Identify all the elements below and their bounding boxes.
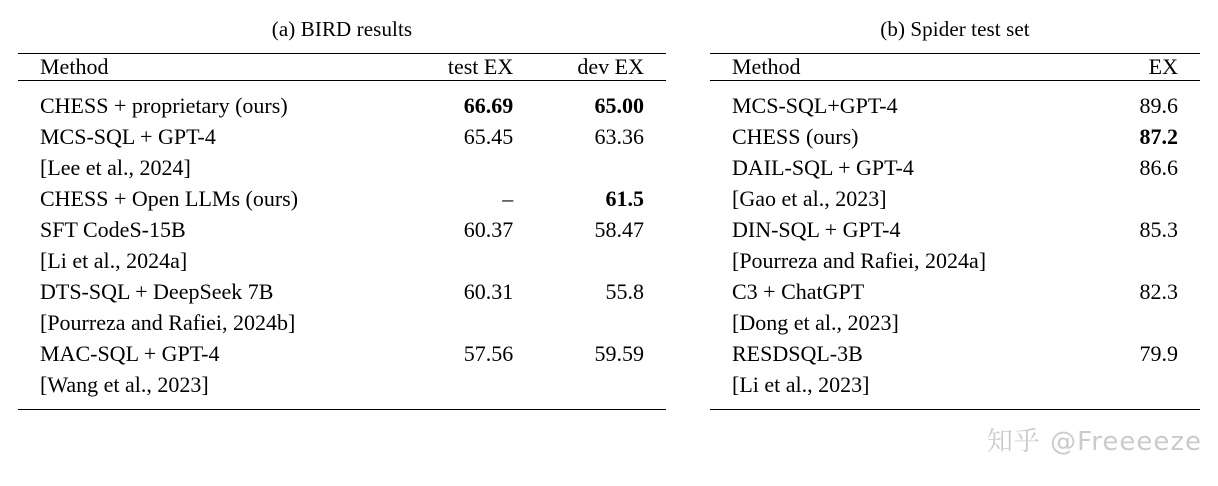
cell-test-ex: 60.37 — [463, 217, 514, 242]
table-row-citation — [18, 152, 666, 183]
column-header-method: Method — [732, 54, 801, 79]
table-row — [18, 121, 666, 152]
table-row — [18, 183, 666, 214]
table-row-citation — [710, 183, 1200, 214]
table-bird-results — [18, 0, 666, 410]
cell-method: MCS-SQL+GPT-4 — [732, 93, 898, 118]
cell-ex: 79.9 — [1139, 341, 1178, 366]
cell-method: [Pourreza and Rafiei, 2024b] — [40, 310, 296, 335]
cell-dev-ex — [533, 152, 666, 183]
cell-method: RESDSQL-3B — [732, 341, 863, 366]
cell-dev-ex: 61.5 — [605, 186, 644, 211]
footer-spacer — [710, 400, 1200, 410]
cell-ex: 85.3 — [1139, 217, 1178, 242]
column-header-method: Method — [40, 54, 109, 79]
table-row — [710, 121, 1200, 152]
table-caption-spider: (b) Spider test set — [880, 17, 1030, 41]
column-header-test-ex: test EX — [447, 54, 514, 79]
cell-dev-ex: 58.47 — [594, 217, 644, 242]
table-row — [18, 276, 666, 307]
cell-ex — [1078, 307, 1200, 338]
table-caption-bird: (a) BIRD results — [271, 17, 413, 41]
cell-test-ex — [403, 307, 534, 338]
table-header-row — [18, 54, 666, 81]
footer-spacer — [18, 400, 666, 410]
column-header-dev-ex: dev EX — [577, 54, 644, 79]
table-row-citation — [710, 369, 1200, 400]
header-spacer — [710, 81, 1200, 90]
cell-ex: 89.6 — [1139, 93, 1178, 118]
table-row — [710, 152, 1200, 183]
table-row — [18, 90, 666, 121]
table-row — [710, 90, 1200, 121]
cell-dev-ex — [533, 307, 666, 338]
cell-test-ex — [403, 369, 534, 400]
table-row — [18, 338, 666, 369]
cell-method: [Li et al., 2024a] — [40, 248, 188, 273]
header-spacer — [18, 81, 666, 90]
spider-results-table — [710, 53, 1200, 410]
cell-ex — [1078, 245, 1200, 276]
table-row-citation — [710, 307, 1200, 338]
cell-method: MCS-SQL + GPT-4 — [40, 124, 216, 149]
cell-method: SFT CodeS-15B — [40, 217, 186, 242]
cell-method: DTS-SQL + DeepSeek 7B — [40, 279, 274, 304]
cell-dev-ex: 65.00 — [594, 93, 644, 118]
cell-ex: 87.2 — [1139, 124, 1178, 149]
cell-test-ex: 66.69 — [463, 93, 514, 118]
cell-dev-ex: 63.36 — [594, 124, 644, 149]
cell-dev-ex — [533, 369, 666, 400]
cell-dev-ex: 55.8 — [605, 279, 644, 304]
cell-test-ex: 65.45 — [463, 124, 514, 149]
cell-test-ex: – — [502, 186, 514, 211]
bird-results-table — [18, 53, 666, 410]
cell-method: [Dong et al., 2023] — [732, 310, 899, 335]
table-row-citation — [18, 369, 666, 400]
cell-method: [Wang et al., 2023] — [40, 372, 209, 397]
cell-method: [Li et al., 2023] — [732, 372, 870, 397]
cell-method: [Pourreza and Rafiei, 2024a] — [732, 248, 987, 273]
cell-method: CHESS (ours) — [732, 124, 859, 149]
cell-ex: 82.3 — [1139, 279, 1178, 304]
cell-test-ex: 57.56 — [463, 341, 514, 366]
table-row — [18, 214, 666, 245]
table-row — [710, 214, 1200, 245]
cell-test-ex: 60.31 — [463, 279, 514, 304]
column-header-ex: EX — [1148, 54, 1178, 79]
table-row — [710, 338, 1200, 369]
cell-method: [Gao et al., 2023] — [732, 186, 887, 211]
rule-bottom — [18, 410, 666, 411]
cell-ex — [1078, 369, 1200, 400]
cell-method: MAC-SQL + GPT-4 — [40, 341, 220, 366]
cell-test-ex — [403, 152, 534, 183]
table-row-citation — [710, 245, 1200, 276]
cell-dev-ex: 59.59 — [594, 341, 644, 366]
table-row — [710, 276, 1200, 307]
table-spider-test-set — [710, 0, 1200, 410]
cell-method: DAIL-SQL + GPT-4 — [732, 155, 914, 180]
cell-dev-ex — [533, 245, 666, 276]
cell-method: CHESS + Open LLMs (ours) — [40, 186, 299, 211]
cell-method: CHESS + proprietary (ours) — [40, 93, 288, 118]
table-row-citation — [18, 245, 666, 276]
cell-method: [Lee et al., 2024] — [40, 155, 191, 180]
cell-method: DIN-SQL + GPT-4 — [732, 217, 901, 242]
table-row-citation — [18, 307, 666, 338]
cell-ex — [1078, 183, 1200, 214]
table-header-row — [710, 54, 1200, 81]
rule-bottom — [710, 410, 1200, 411]
watermark: 知乎 @Freeeeze — [986, 427, 1202, 457]
cell-method: C3 + ChatGPT — [732, 279, 865, 304]
cell-ex: 86.6 — [1139, 155, 1178, 180]
cell-test-ex — [403, 245, 534, 276]
